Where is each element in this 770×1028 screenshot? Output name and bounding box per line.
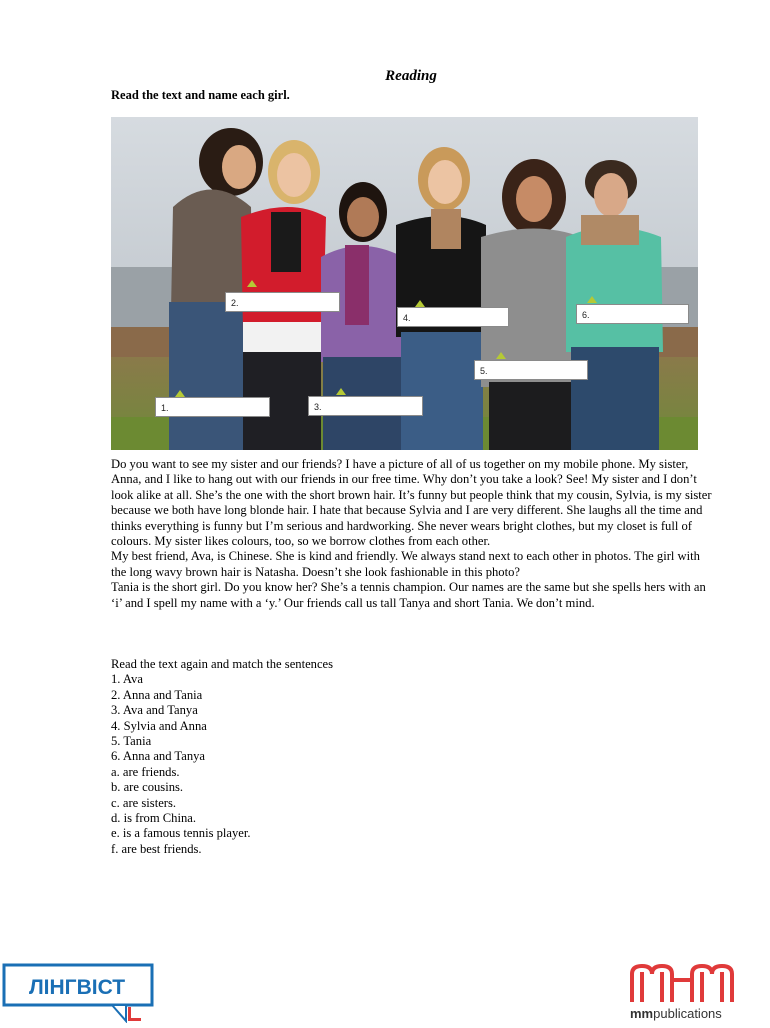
paragraph-2: My best friend, Ava, is Chinese. She is kind and friendly. We always stand next to each other in photos. The girl with the long wavy brown hair is Natasha. Doesn’t she look fashionable in this photo? (111, 549, 700, 579)
label-pointer-5 (496, 352, 506, 359)
label-pointer-4 (415, 300, 425, 307)
match-item: 6. Anna and Tanya (111, 749, 206, 764)
instruction-text: Read the text and name each girl. (111, 88, 290, 102)
lingvist-logo-text: ЛІНГВІСТ (28, 976, 126, 999)
match-answer: b. are cousins. (111, 780, 184, 795)
match-item: 5. Tania (111, 734, 152, 749)
match-item: 4. Sylvia and Anna (111, 718, 207, 733)
match-item: 1. Ava (111, 672, 143, 687)
label-box-5[interactable]: 5. (474, 360, 588, 380)
mm-publications-logo (628, 962, 753, 1022)
match-title: Read the text again and match the sentences (111, 657, 334, 671)
label-box-2[interactable]: 2. (225, 292, 340, 312)
match-answer: a. are friends. (111, 764, 180, 779)
match-answer: d. is from China. (111, 811, 197, 826)
reading-text (111, 457, 716, 611)
match-answer: e. is a famous tennis player. (111, 826, 251, 841)
matching-exercise (111, 657, 711, 857)
match-item: 2. Anna and Tania (111, 687, 203, 702)
label-pointer-6 (587, 296, 597, 303)
svg-text:mmpublications (630, 1006, 722, 1021)
match-answer: f. are best friends. (111, 841, 202, 856)
label-pointer-3 (336, 388, 346, 395)
mm-logo-regular: publications (653, 1006, 722, 1021)
group-photo (111, 117, 698, 450)
page-title: Reading (385, 68, 437, 84)
match-answer: c. are sisters. (111, 795, 177, 810)
label-box-1[interactable]: 1. (155, 397, 270, 417)
match-item: 3. Ava and Tanya (111, 703, 198, 718)
label-box-3[interactable]: 3. (308, 396, 423, 416)
label-box-6[interactable]: 6. (576, 304, 689, 324)
label-pointer-2 (247, 280, 257, 287)
label-pointer-1 (175, 390, 185, 397)
lingvist-logo (2, 963, 154, 1023)
label-box-4[interactable]: 4. (397, 307, 509, 327)
paragraph-1: Do you want to see my sister and our friends? I have a picture of all of us together on my mobile phone. My sister, Anna, and I like to hang out with our friends in our free time. Why don’t you take a look? See! My sister and I don’t look alike at all. She’s the one with the short brown hair. It’s funny but people think that my cousin, Sylvia, is my sister because we both have long blonde hair. I hate that because Sylvia and I are very different. She laughs all the time and thinks everything is funny but I’m serious and hardworking. She never wears bright clothes, but my closet is full of colours. My sister likes colours, too, so we borrow clothes from each other. (111, 457, 712, 549)
paragraph-3: Tania is the short girl. Do you know her? She’s a tennis champion. Our names are the same but she spells hers with an ‘i’ and I spell my name with a ‘y.’ Our friends call us tall Tanya and short Tania. We don’t mind. (111, 580, 706, 610)
mm-logo-bold: mm (630, 1006, 654, 1021)
